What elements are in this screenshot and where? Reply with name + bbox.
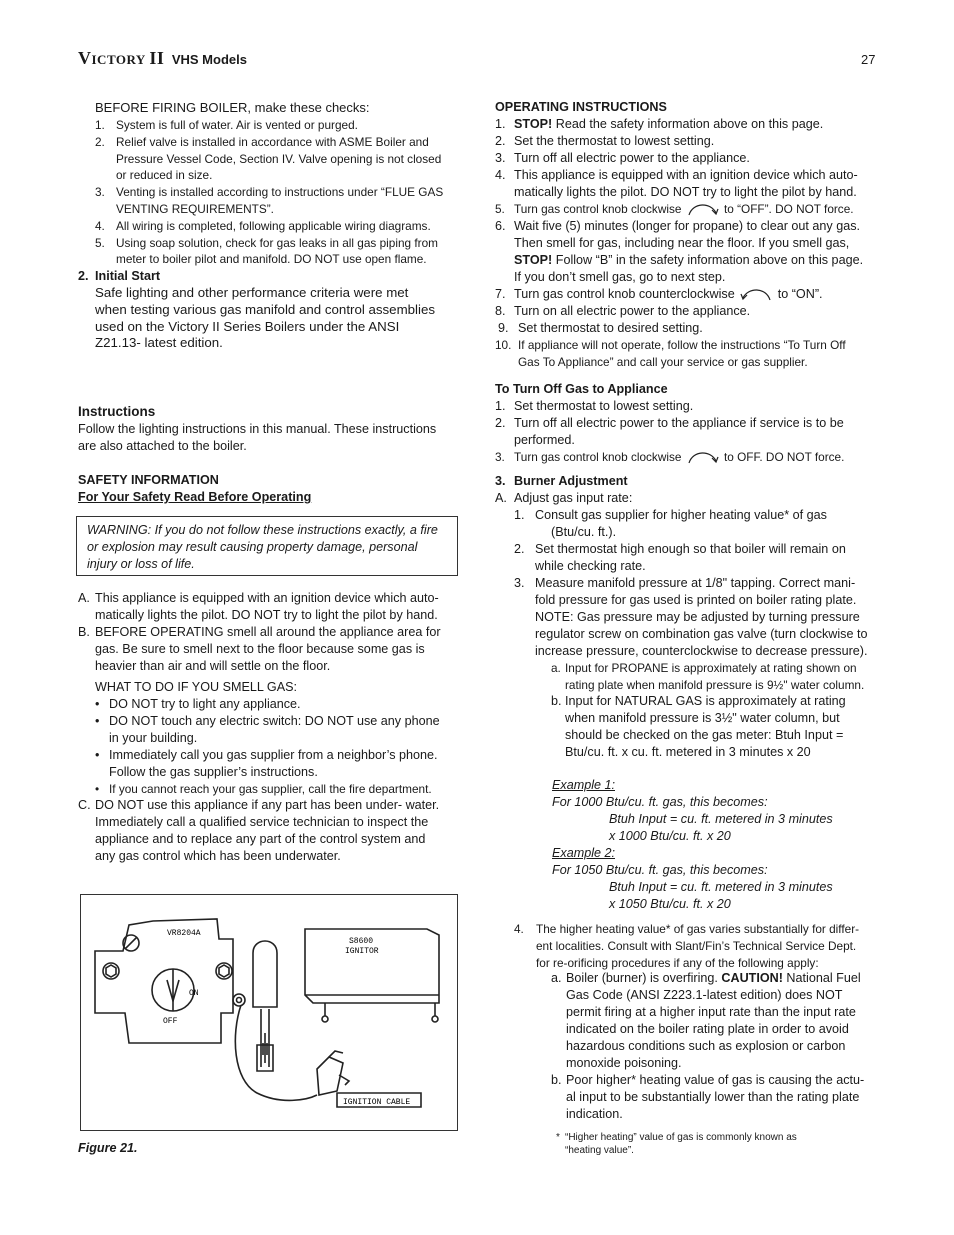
knob-off-label: OFF — [163, 1017, 178, 1026]
safety-item-c: C. DO NOT use this appliance if any part has been under- water. Immediately call a qualified service technician to inspect the appliance and to replace any part of the control system and any gas control which has been underwater. — [78, 798, 440, 863]
operating-steps — [495, 116, 885, 371]
turn-off-steps — [495, 398, 885, 466]
safety-subtitle: For Your Safety Read Before Operating — [78, 490, 312, 504]
smell-bullets — [95, 696, 460, 798]
ignitor-label: IGNITOR — [345, 947, 379, 956]
bullet-item: • DO NOT try to light any appliance. — [95, 697, 301, 711]
check-item: 4. All wiring is completed, following applicable wiring diagrams. — [95, 218, 431, 233]
check-item: 1. System is full of water. Air is vented or purged. — [95, 118, 358, 132]
clockwise-arrow-icon — [685, 451, 721, 465]
burner-num: 3. — [495, 474, 506, 488]
warning-box: WARNING: If you do not follow these instructions exactly, a fire or explosion may result causing property damage, personal injury or loss of life. — [76, 516, 458, 576]
checks-list — [95, 117, 475, 268]
op-step: 9. Set thermostat to desired setting. — [498, 321, 703, 335]
clockwise-arrow-icon — [685, 203, 721, 217]
header-ii: II — [149, 48, 165, 68]
burner-substep-b: b. Input for NATURAL GAS is approximately at rating when manifold pressure is 3½" water column, but should be checked on the gas meter: Btuh Input = Btu/cu. ft. x cu. ft. metered in 3 minutes x 20 — [551, 694, 846, 759]
checks-intro: BEFORE FIRING BOILER, make these checks: — [95, 100, 370, 115]
op-step: 10. If appliance will not operate, follow the instructions “To Turn Off Gas To Appliance” and call your service or gas supplier. — [495, 338, 846, 369]
initial-start-num: 2. — [78, 269, 89, 283]
header-v: V — [78, 48, 92, 68]
safety-title: SAFETY INFORMATION — [78, 473, 219, 487]
bullet-item: • DO NOT touch any electric switch: DO NOT use any phone in your building. — [95, 714, 440, 745]
safety-items — [78, 590, 458, 675]
instructions-title: Instructions — [78, 404, 156, 419]
op-step: 7. Turn gas control knob counterclockwise to “ON”. — [495, 287, 823, 301]
check-item: 2. Relief valve is installed in accordance with ASME Boiler and Pressure Vessel Code, Section IV. Valve opening is not closed or reduced in size. — [95, 134, 442, 183]
burner-step: 2. Set thermostat high enough so that boiler will remain on while checking rate. — [514, 542, 846, 573]
header-models: VHS Models — [171, 52, 247, 67]
op-step: 3. Turn off all electric power to the appliance. — [495, 151, 750, 165]
turn-off-step: 2. Turn off all electric power to the appliance if service is to be performed. — [495, 416, 844, 447]
burner-title: Burner Adjustment — [514, 474, 628, 488]
page-number: 27 — [861, 52, 876, 67]
burner-step: 3. Measure manifold pressure at 1/8" tapping. Correct mani- fold pressure for gas used is printed on boiler rating plate. NOTE: Gas pressure may be adjusted by turning pressure regulator screw on combination gas valve (turn clockwise to increase pressure, counterclockwise to decrease pressure). — [514, 576, 868, 658]
ignition-cable-label: IGNITION CABLE — [343, 1098, 411, 1107]
safety-item: A. This appliance is equipped with an ignition device which auto- matically lights the pilot. DO NOT try to light the pilot by hand. — [78, 591, 439, 622]
turn-off-step: 1. Set thermostat to lowest setting. — [495, 399, 694, 413]
footnote: * “Higher heating” value of gas is commonly known as “heating value”. — [556, 1132, 797, 1156]
burner-a-text: Adjust gas input rate: — [514, 491, 633, 505]
check-item: 5. Using soap solution, check for gas leaks in all gas piping from meter to boiler pilot and manifold. DO NOT use open flame. — [95, 235, 438, 267]
bullet-item: • If you cannot reach your gas supplier, call the fire department. — [95, 782, 432, 796]
op-step: 2. Set the thermostat to lowest setting. — [495, 134, 715, 148]
burner-step-4a: a. Boiler (burner) is overfiring. CAUTION! National Fuel Gas Code (ANSI Z223.1-latest edition) does NOT permit firing at a higher input rate than the input rate indicated on the boiler rating plate in order to avoid hazardous conditions such as explosion or carbon monoxide poisoning. b. Poor higher* heating value of gas is causing the actu- al input to be substantially lower than the rating plate indication. — [551, 970, 881, 1123]
ignitor-model-label: S8600 — [349, 937, 374, 946]
burner-step: 1. Consult gas supplier for higher heating value* of gas (Btu/cu. ft.). — [514, 508, 827, 539]
smell-intro: WHAT TO DO IF YOU SMELL GAS: — [95, 680, 298, 694]
burner-a-num: A. — [495, 491, 507, 505]
example-1: Example 1: For 1000 Btu/cu. ft. gas, this becomes: Btuh Input = cu. ft. metered in 3 minutes x 1000 Btu/cu. ft. x 20 Example 2: For 1050 Btu/cu. ft. gas, this becomes: Btuh Input = cu. ft. metered in 3 minutes x 1050 Btu/cu. ft. x 20 — [552, 778, 833, 911]
burner-step-4: 4. The higher heating value* of gas varies substantially for differ- ent localities. Consult with Slant/Fin’s Technical Service Dept. for re-orificing procedures if any of the following apply: — [514, 922, 860, 970]
figure-gas-valve-diagram — [80, 894, 458, 1131]
burner-steps — [514, 507, 884, 660]
op-step: 1. STOP! Read the safety information above on this page. — [495, 117, 824, 131]
running-header — [78, 50, 247, 69]
initial-start-title: Initial Start — [95, 269, 161, 283]
knob-on-label: ON — [189, 989, 199, 998]
instructions-text: Follow the lighting instructions in this manual. These instructions are also attached to the boiler. — [78, 422, 437, 453]
op-step: 4. This appliance is equipped with an ignition device which auto- matically lights the pilot. DO NOT try to light the pilot by hand. — [495, 168, 858, 199]
op-step: 8. Turn on all electric power to the appliance. — [495, 304, 751, 318]
valve-model-label: VR8204A — [167, 929, 201, 938]
safety-item: B. BEFORE OPERATING smell all around the appliance area for gas. Be sure to smell next to the floor because some gas is heavier than air and will settle on the floor. — [78, 625, 441, 673]
op-step: 5. Turn gas control knob clockwise to “OFF”. DO NOT force. — [495, 202, 854, 216]
burner-substep-a: a. Input for PROPANE is approximately at rating shown on rating plate when manifold pressure is 9½" water column. — [551, 661, 865, 692]
op-step: 6. Wait five (5) minutes (longer for propane) to clear out any gas. Then smell for gas, including near the floor. If you smell gas, STOP! Follow “B” in the safety information above on this page. If you don’t smell gas, go to next step. — [495, 219, 864, 284]
turn-off-step: 3. Turn gas control knob clockwise to OFF. DO NOT force. — [495, 450, 845, 464]
bullet-item: • Immediately call you gas supplier from a neighbor’s phone. Follow the gas supplier’s instructions. — [95, 748, 438, 779]
gas-valve-illustration — [81, 895, 457, 1130]
turn-off-title: To Turn Off Gas to Appliance — [495, 382, 668, 396]
header-ictory: ICTORY — [91, 52, 146, 67]
operating-title: OPERATING INSTRUCTIONS — [495, 100, 667, 114]
check-item: 3. Venting is installed according to instructions under “FLUE GAS VENTING REQUIREMENTS”. — [95, 185, 444, 216]
figure-caption: Figure 21. — [78, 1141, 138, 1155]
initial-start-text: Safe lighting and other performance criteria were met when testing various gas manifold and control assemblies used on the Victory II Series Boilers under the ANSI Z21.13- latest edition. — [95, 285, 435, 351]
burner-step-4b: b. Poor higher* heating value of gas is causing the actu- al input to be substantially lower than the rating plate indication. — [551, 1073, 865, 1121]
counterclockwise-arrow-icon — [738, 288, 774, 302]
